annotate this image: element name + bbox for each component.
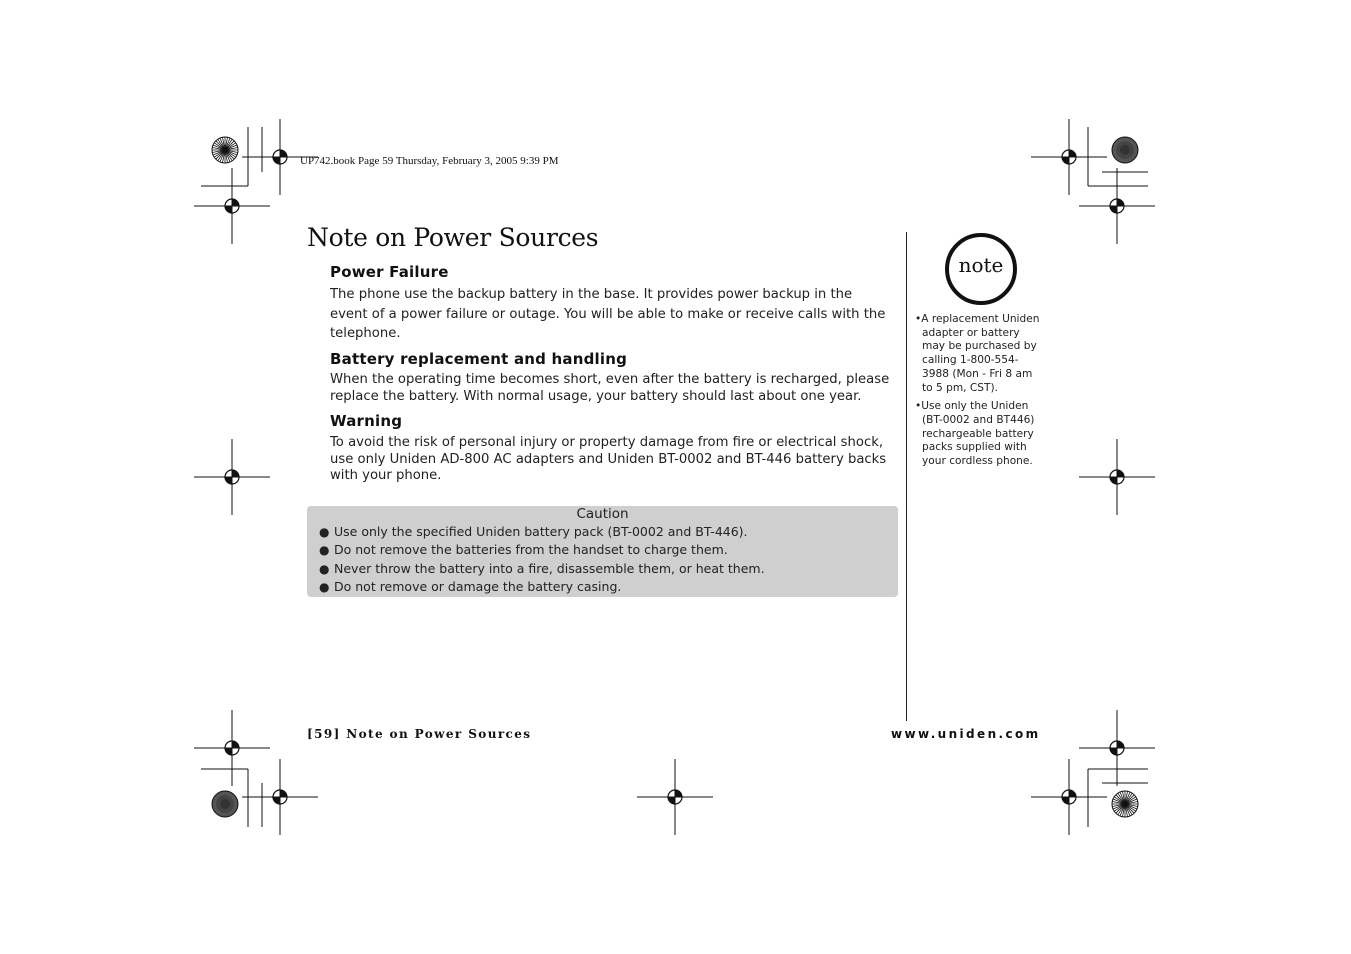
list-item: ● Do not remove or damage the battery casing. <box>319 578 765 596</box>
starburst-registration-icon <box>1112 791 1138 817</box>
bullet-icon: ● <box>319 543 330 558</box>
body-line: telephone. <box>330 326 401 341</box>
section-body-power-failure <box>330 285 896 344</box>
section-body-battery-replacement <box>330 372 896 405</box>
body-line: replace the battery. With normal usage, your battery should last about one year. <box>330 388 862 404</box>
column-divider <box>906 232 907 721</box>
section-heading-warning: Warning <box>330 412 403 430</box>
list-item: ● Never throw the battery into a fire, disassemble them, or heat them. <box>319 560 765 578</box>
bullet-icon: ● <box>319 561 330 576</box>
caution-title: Caution <box>576 506 629 522</box>
crosshair-registration-icon <box>194 168 270 244</box>
body-line: use only Uniden AD-800 AC adapters and Uniden BT-0002 and BT-446 battery backs <box>330 451 887 467</box>
note-label: note <box>958 253 1004 277</box>
crosshair-registration-icon <box>194 439 270 515</box>
list-item: ● Use only the specified Uniden battery pack (BT-0002 and BT-446). <box>319 523 765 541</box>
crosshair-registration-icon <box>1031 759 1107 835</box>
bullet-icon: ● <box>319 525 330 539</box>
body-line: When the operating time becomes short, even after the battery is recharged, please <box>330 372 890 387</box>
body-line: To avoid the risk of personal injury or property damage from fire or electrical shock, <box>330 435 884 450</box>
crosshair-registration-icon <box>194 710 270 786</box>
section-heading-battery-replacement: Battery replacement and handling <box>330 350 628 368</box>
body-line: event of a power failure or outage. You will be able to make or receive calls with the <box>330 306 886 322</box>
starburst-registration-icon <box>1112 137 1138 163</box>
caution-list <box>319 523 765 596</box>
bullet-icon: ● <box>319 579 330 594</box>
crosshair-registration-icon <box>1079 168 1155 244</box>
crosshair-registration-icon <box>242 759 318 835</box>
sidebar-notes <box>915 313 1045 474</box>
crosshair-registration-icon <box>1079 439 1155 515</box>
crosshair-registration-icon <box>637 759 713 835</box>
crosshair-registration-icon <box>1031 119 1107 195</box>
body-line: with your phone. <box>330 468 442 483</box>
page-title: Note on Power Sources <box>307 223 599 252</box>
print-info-header: UP742.book Page 59 Thursday, February 3, 2005 9:39 PM <box>300 155 559 167</box>
footer-website: www.uniden.com <box>891 727 1041 741</box>
starburst-registration-icon <box>212 791 238 817</box>
note-badge-icon <box>945 233 1017 305</box>
starburst-registration-icon <box>212 137 238 163</box>
list-item: ● Do not remove the batteries from the handset to charge them. <box>319 541 765 559</box>
sidebar-note-item: •Use only the Uniden (BT-0002 and BT446) rechargeable battery packs supplied with your cordless phone. <box>915 400 1035 468</box>
body-line: The phone use the backup battery in the base. It provides power backup in the <box>330 287 853 302</box>
footer-page-label: [59] Note on Power Sources <box>307 727 532 741</box>
section-heading-power-failure: Power Failure <box>330 263 449 281</box>
caution-box <box>307 506 898 597</box>
sidebar-note-item: •A replacement Uniden adapter or battery may be purchased by calling 1-800-554-3988 (Mon - Fri 8 am to 5 pm, CST). <box>915 313 1040 394</box>
section-body-warning <box>330 435 896 485</box>
crosshair-registration-icon <box>1079 710 1155 786</box>
